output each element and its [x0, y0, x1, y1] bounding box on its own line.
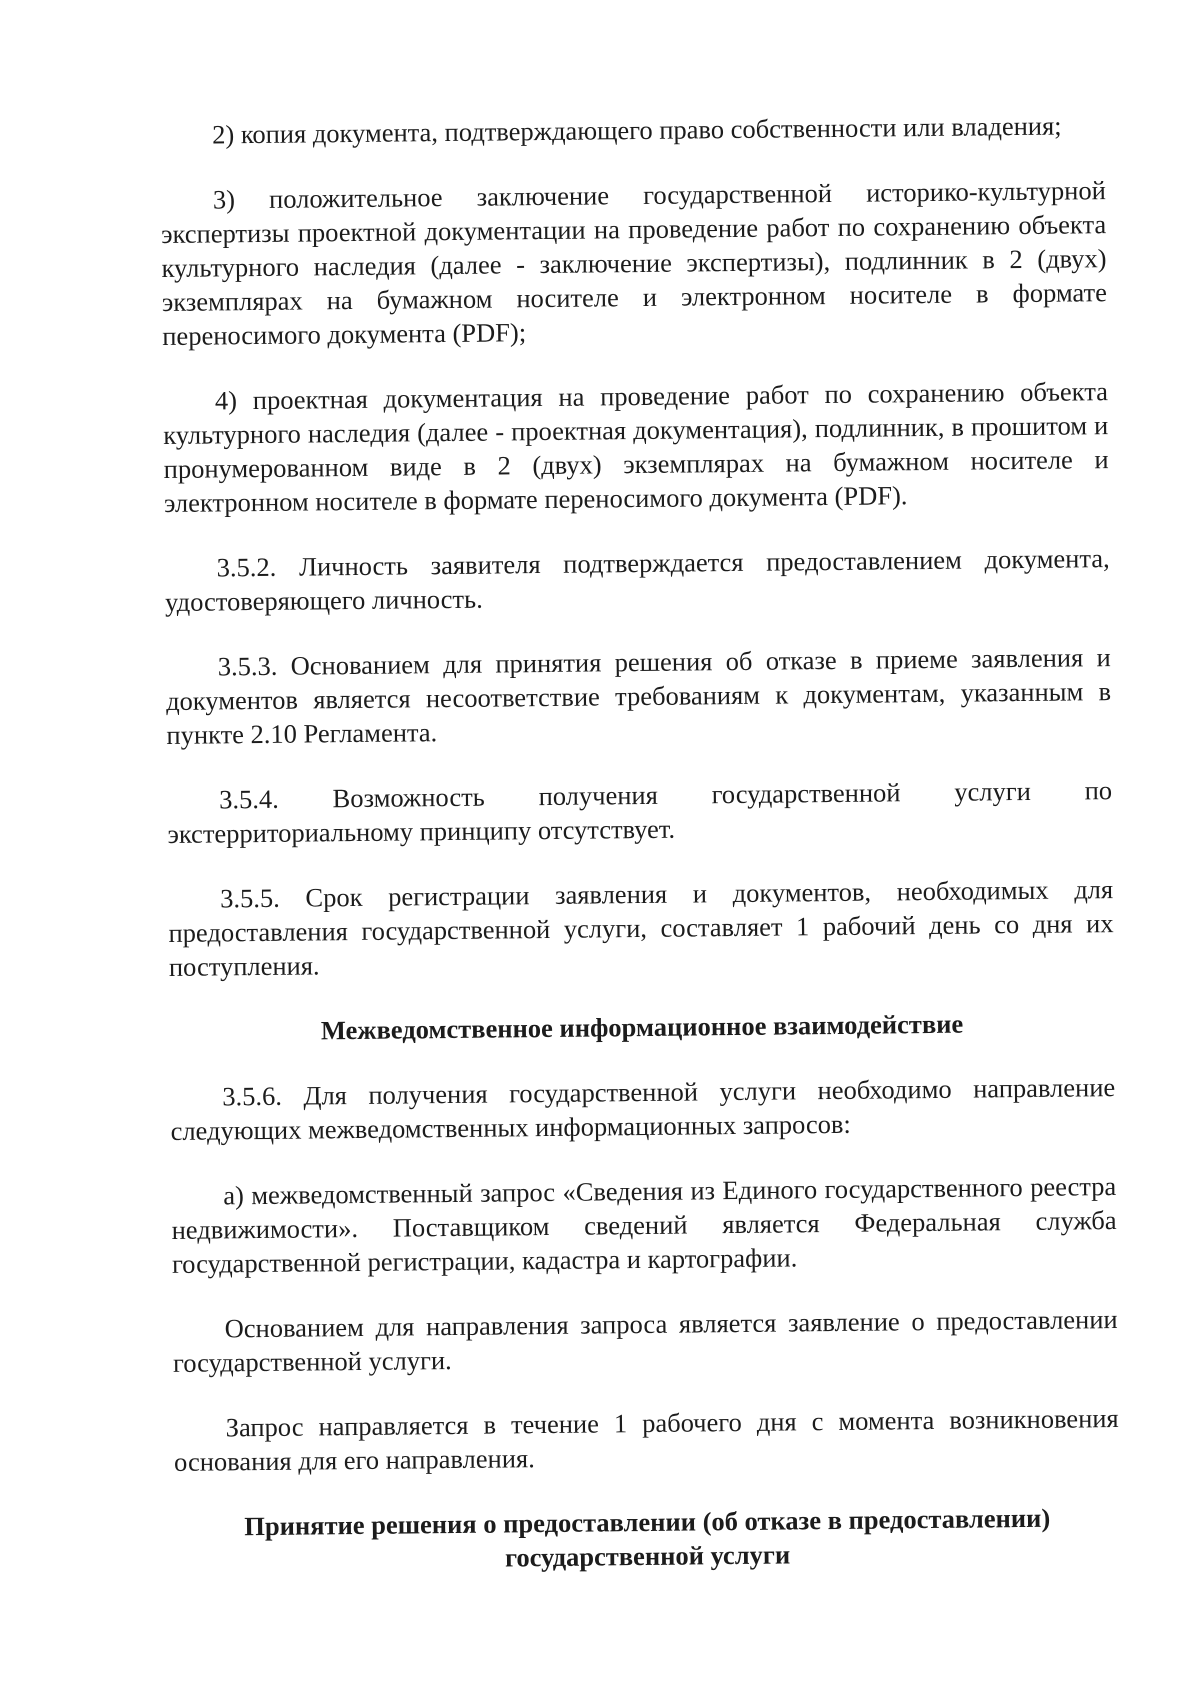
paragraph-3-5-5: 3.5.5. Срок регистрации заявления и документов, необходимых для предоставления государственной услуги, составляет 1 рабочий день со дня их поступления. [168, 874, 1114, 982]
paragraph-request-term: Запрос направляется в течение 1 рабочего дня с момента возникновения основания для его направления. [173, 1403, 1119, 1477]
paragraph-project-documentation: 4) проектная документация на проведение работ по сохранению объекта культурного наследия (далее - проектная документация), подлинник, в прошитом и пронумерованном виде в 2 (двух) экземплярах на бумажном носителе и электронном носителе в формате переносимого документа (PDF). [163, 376, 1109, 518]
paragraph-ownership-copy: 2) копия документа, подтверждающего право собственности или владения; [212, 110, 1062, 150]
paragraph-3-5-3: 3.5.3. Основанием для принятия решения об отказе в приеме заявления и документов является несоответствие требованиям к документам, указанным в пункте 2.10 Регламента. [165, 642, 1112, 750]
paragraph-interagency-request: а) межведомственный запрос «Сведения из Единого государственного реестра недвижимости». Поставщиком сведений является Федеральная служба государственной регистрации, кадастра и картографии. [171, 1171, 1117, 1279]
heading-decision-line-1: Принятие решения о предоставлении (об отказе в предоставлении) [244, 1502, 1051, 1542]
heading-interagency-interaction: Межведомственное информационное взаимодействие [320, 1008, 964, 1046]
document-page [160, 108, 1121, 1609]
heading-decision [175, 1500, 1121, 1578]
heading-decision-line-2: государственной услуги [504, 1539, 791, 1573]
paragraph-request-basis: Основанием для направления запроса является заявление о предоставлении государственной услуги. [172, 1304, 1118, 1378]
paragraph-expertise-conclusion: 3) положительное заключение государственной историко-культурной экспертизы проектной документации на проведение работ по сохранению объекта культурного наследия (далее - заключение экспертизы), подлинник в 2 (двух) экземплярах на бумажном носителе и электронном носителе в формате переносимого документа (PDF); [161, 175, 1108, 351]
paragraph-3-5-4: 3.5.4. Возможность получения государственной услуги по экстерриториальному принципу отсутствует. [167, 775, 1113, 849]
paragraph-3-5-6: 3.5.6. Для получения государственной услуги необходимо направление следующих межведомственных информационных запросов: [170, 1072, 1116, 1146]
paragraph-3-5-2: 3.5.2. Личность заявителя подтверждается предоставлением документа, удостоверяющего личность. [164, 543, 1110, 617]
